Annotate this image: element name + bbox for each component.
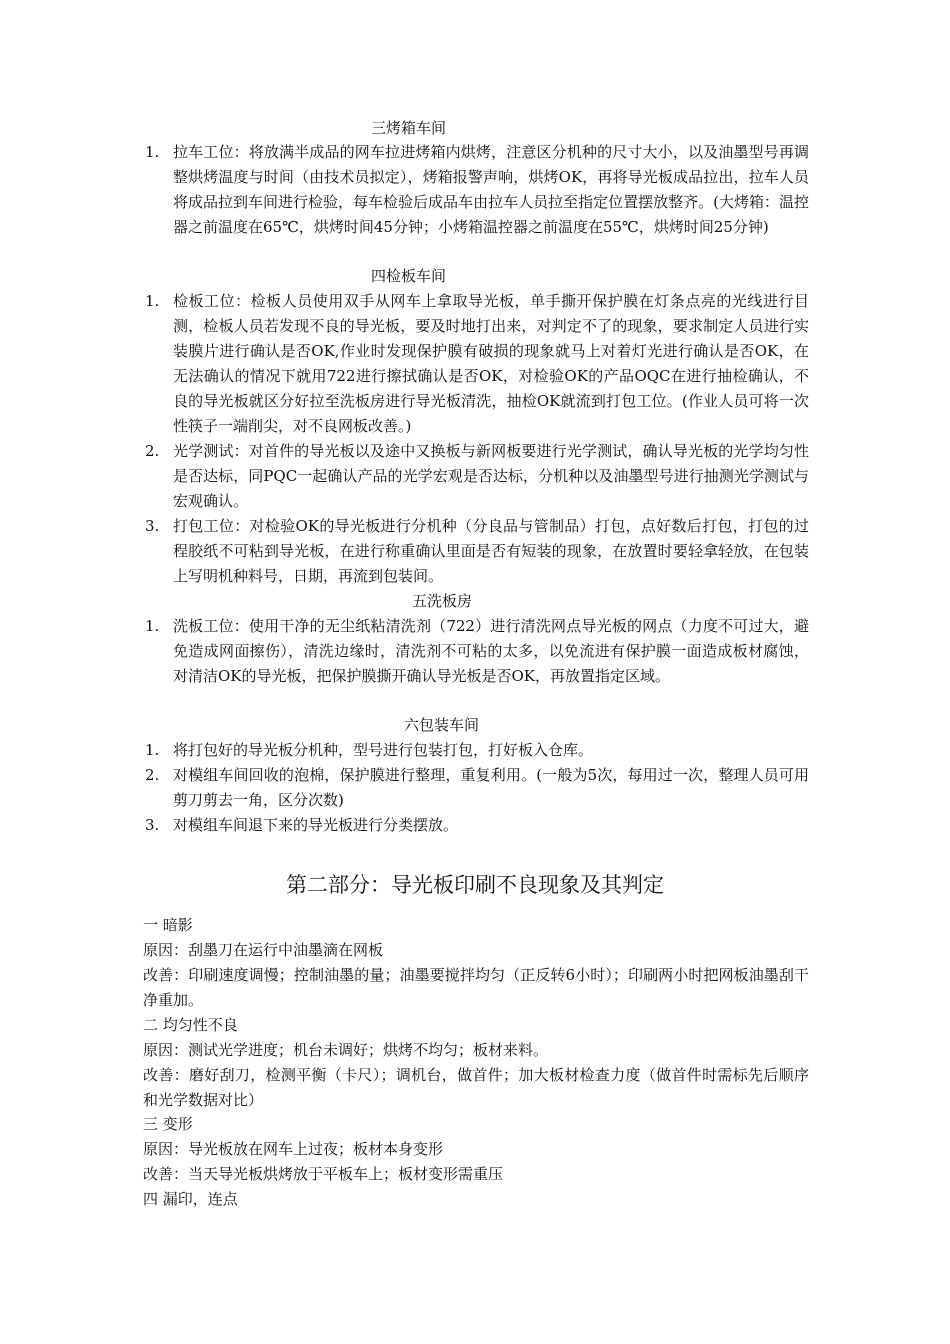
- cause-line: 原因：测试光学进度；机台未调好；烘烤不均匀；板材来料。: [143, 1041, 549, 1059]
- list-item: [143, 140, 809, 240]
- packing-list: [143, 738, 809, 838]
- list-item: [143, 439, 809, 514]
- item-number: 1.: [145, 143, 160, 161]
- item-number: 1.: [145, 292, 160, 310]
- item-text: 对模组车间退下来的导光板进行分类摆放。: [173, 816, 459, 834]
- item-text: 拉车工位：将放满半成品的网车拉进烤箱内烘烤，注意区分机种的尺寸大小，以及油墨型号再调整烘烤温度与时间（由技术员拟定），烤箱报警声响，烘烤OK，再将导光板成品拉出，拉车人员将成品拉到车间进行检验，每车检验后成品车由拉车人员拉至指定位置摆放整齐。(大烤箱：温控器之前温度在65℃，烘烤时间45分钟；小烤箱温控器之前温度在55℃，烘烤时间25分钟): [173, 143, 809, 236]
- item-text: 将打包好的导光板分机种，型号进行包装打包，打好板入仓库。: [173, 741, 594, 759]
- defect-heading: 一 暗影: [143, 916, 193, 934]
- section-heading-oven: 三烤箱车间: [371, 119, 447, 137]
- item-text: 对模组车间回收的泡棉，保护膜进行整理，重复利用。(一般为5次，每用过一次，整理人员可用剪刀剪去一角，区分次数): [173, 766, 809, 809]
- item-number: 2.: [145, 766, 160, 784]
- list-item: [143, 738, 809, 763]
- defect-heading: 四 漏印，连点: [143, 1190, 238, 1208]
- defect-heading: 二 均匀性不良: [143, 1016, 238, 1034]
- list-item: [143, 514, 809, 589]
- improvement-line: 改善：磨好刮刀，检测平衡（卡尺）；调机台，做首件；加大板材检查力度（做首件时需标先后顺序和光学数据对比）: [143, 1066, 809, 1109]
- section-heading-washing: 五洗板房: [412, 592, 473, 610]
- item-text: 洗板工位：使用干净的无尘纸粘清洗剂（722）进行清洗网点导光板的网点（力度不可过大，避免造成网面擦伤），清洗边缘时，清洗剂不可粘的太多，以免流进有保护膜一面造成板材腐蚀，对清洁OK的导光板，把保护膜撕开确认导光板是否OK，再放置指定区域。: [173, 617, 809, 685]
- list-item: [143, 813, 809, 838]
- item-text: 光学测试：对首件的导光板以及途中又换板与新网板要进行光学测试，确认导光板的光学均匀性是否达标，同PQC一起确认产品的光学宏观是否达标，分机种以及油墨型号进行抽测光学测试与宏观确认。: [173, 442, 809, 510]
- improvement-line: 改善：当天导光板烘烤放于平板车上；板材变形需重压: [143, 1165, 504, 1183]
- item-number: 1.: [145, 617, 160, 635]
- improvement-line: 改善：印刷速度调慢；控制油墨的量；油墨要搅拌均匀（正反转6小时）；印刷两小时把网板油墨刮干净重加。: [143, 966, 809, 1009]
- washing-list: [143, 614, 809, 689]
- item-text: 打包工位：对检验OK的导光板进行分机种（分良品与管制品）打包，点好数后打包，打包的过程胶纸不可粘到导光板，在进行称重确认里面是否有短装的现象，在放置时要轻拿轻放，在包装上写明机种料号，日期，再流到包装间。: [173, 517, 809, 585]
- oven-list: [143, 140, 809, 240]
- list-item: [143, 614, 809, 689]
- item-text: 检板工位：检板人员使用双手从网车上拿取导光板，单手撕开保护膜在灯条点亮的光线进行目测，检板人员若发现不良的导光板，要及时地打出来，对判定不了的现象，要求制定人员进行实装膜片进行确认是否OK,作业时发现保护膜有破损的现象就马上对着灯光进行确认是否OK，在无法确认的情况下就用722进行擦拭确认是否OK，对检验OK的产品OQC在进行抽检确认，不良的导光板就区分好拉至洗板房进行导光板清洗，抽检OK就流到打包工位。(作业人员可将一次性筷子一端削尖，对不良网板改善。): [173, 292, 809, 435]
- section-heading-packing: 六包装车间: [404, 716, 480, 734]
- part-two-title: 第二部分：导光板印刷不良现象及其判定: [286, 873, 664, 897]
- list-item: [143, 289, 809, 439]
- section-heading-inspection: 四检板车间: [371, 267, 447, 285]
- item-number: 3.: [145, 517, 160, 535]
- defect-heading: 三 变形: [143, 1115, 193, 1133]
- cause-line: 原因：刮墨刀在运行中油墨滴在网板: [143, 941, 384, 959]
- item-number: 2.: [145, 442, 160, 460]
- item-number: 3.: [145, 816, 160, 834]
- item-number: 1.: [145, 741, 160, 759]
- list-item: [143, 763, 809, 813]
- inspection-list: [143, 289, 809, 589]
- cause-line: 原因：导光板放在网车上过夜；板材本身变形: [143, 1140, 444, 1158]
